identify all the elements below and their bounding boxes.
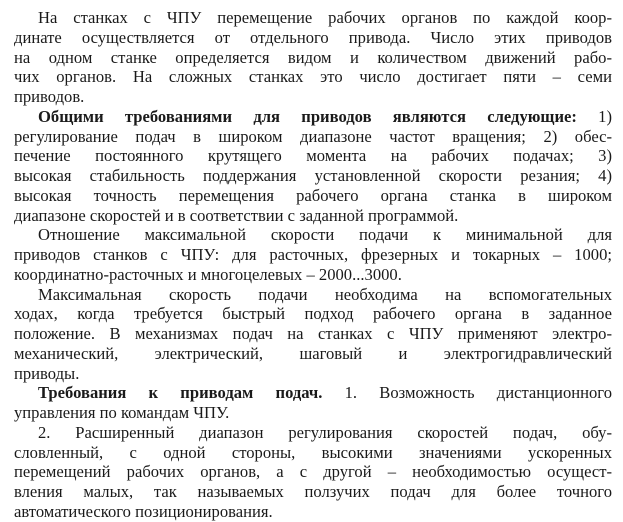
text-line: приводы. <box>14 363 80 383</box>
text-line: динате осуществляется от отдельного привода. Число этих приводов <box>14 27 612 47</box>
text-line: На станках с ЧПУ перемещение рабочих органов по каждой коор- <box>38 8 612 27</box>
text-line: чих органов. На сложных станках это число достигает пяти – семи <box>14 67 612 87</box>
document-page <box>14 8 612 522</box>
text-line: печение постоянного крутящего момента на рабочих подачах; 3) <box>14 146 612 166</box>
text-line: высокая точность перемещения рабочего органа станка в широком <box>14 185 612 205</box>
bold-heading: Требования к приводам подач. <box>38 383 323 403</box>
paragraph <box>14 383 612 423</box>
text-line: положение. В механизмах подач на станках с ЧПУ применяют электро- <box>14 324 612 343</box>
paragraph <box>14 225 612 284</box>
paragraph <box>14 423 612 522</box>
text-line: перемещений рабочих органов, а с другой – необходимостью осущест- <box>14 462 612 482</box>
text-line: координатно-расточных и многоцелевых – 2000...3000. <box>14 264 402 284</box>
paragraph <box>14 107 612 226</box>
text-line: ходах, когда требуется быстрый подход рабочего органа в заданное <box>14 304 612 324</box>
bold-heading: Общими требованиями для приводов являются следующие: <box>38 106 577 126</box>
paragraph <box>14 8 612 107</box>
text-line: управления по командам ЧПУ. <box>14 403 230 422</box>
text-line <box>14 107 612 127</box>
text-line: Отношение максимальной скорости подачи к минимальной для <box>38 225 612 245</box>
text-line: высокая стабильность поддержания установленной скорости резания; 4) <box>14 166 612 185</box>
text-line: приводов. <box>14 87 85 106</box>
text-line: механический, электрический, шаговый и электрогидравлический <box>14 343 612 363</box>
paragraph <box>14 285 612 384</box>
text-line: регулирование подач в широком диапазоне частот вращения; 2) обес- <box>14 126 612 146</box>
text-fragment: 1) <box>576 106 612 126</box>
text-line: 2. Расширенный диапазон регулирования скоростей подач, обу- <box>38 422 612 442</box>
text-line: диапазоне скоростей и в соответствии с заданной программой. <box>14 205 459 225</box>
text-fragment: 1. Возможность дистанционного <box>322 383 612 403</box>
text-line <box>14 383 612 403</box>
text-line: Максимальная скорость подачи необходима на вспомогательных <box>38 284 612 304</box>
text-line: вления малых, так называемых ползучих подач для более точного <box>14 482 612 501</box>
text-line: на одном станке определяется видом и количеством движений рабо- <box>14 47 612 67</box>
text-line: автоматического позиционирования. <box>14 501 273 521</box>
text-line: словленный, с одной стороны, высокими значениями ускоренных <box>14 442 612 462</box>
text-line: приводов станков с ЧПУ: для расточных, фрезерных и токарных – 1000; <box>14 245 612 264</box>
